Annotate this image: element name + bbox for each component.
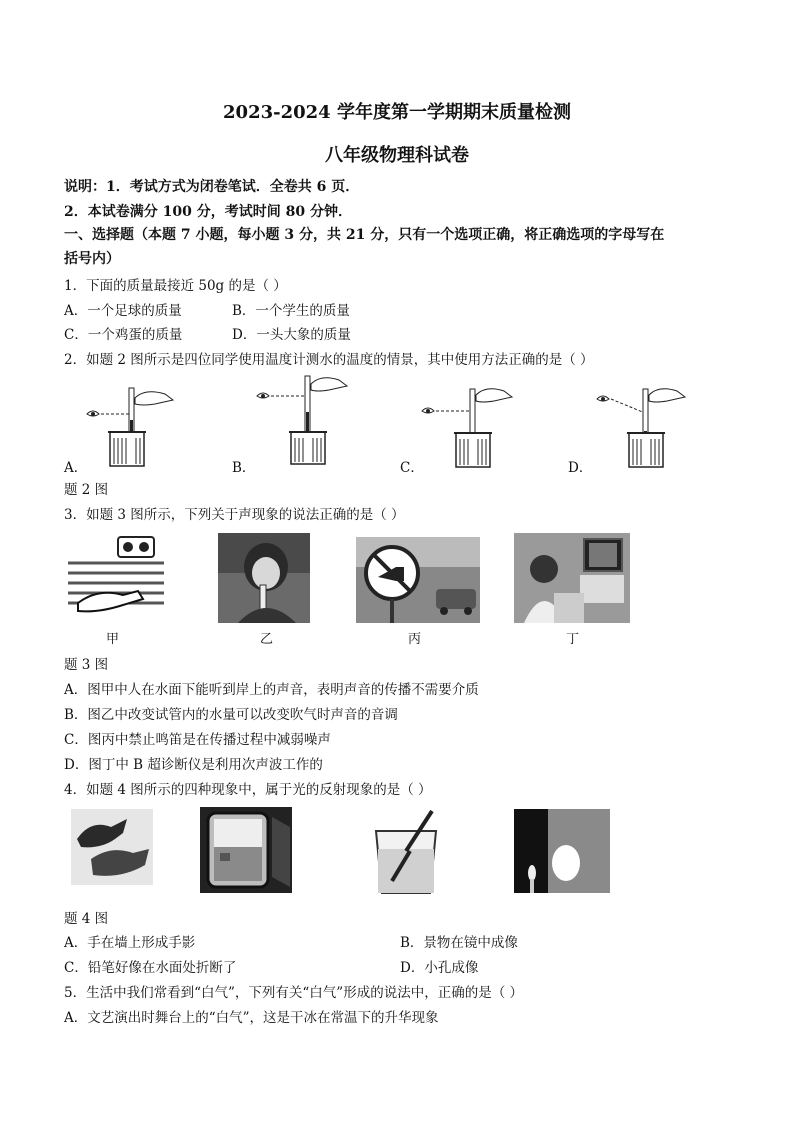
- thermometer-figure-d: [595, 385, 690, 470]
- q3-option-a: A．图甲中人在水面下能听到岸上的声音，表明声音的传播不需要介质: [64, 682, 479, 698]
- q2-stem: 2．如题 2 图所示是四位同学使用温度计测水的温度的情景，其中使用方法正确的是（ ）: [64, 352, 594, 368]
- q4-option-c: C．铅笔好像在水面处折断了: [64, 960, 237, 976]
- q3-option-b: B．图乙中改变试管内的水量可以改变吹气时声音的音调: [64, 707, 398, 723]
- exam-subtitle: 八年级物理科试卷: [325, 145, 469, 166]
- note-line-1: 说明：1．考试方式为闭卷笔试．全卷共 6 页．: [64, 179, 360, 195]
- q3-label-jia: 甲: [106, 632, 120, 647]
- section-heading-line-1: 一、选择题（本题 7 小题，每小题 3 分，共 21 分，只有一个选项正确，将正确选项的字母写在: [64, 227, 665, 243]
- q3-image-jia: [68, 533, 164, 625]
- exam-title: 2023-2024 学年度第一学期期末质量检测: [223, 102, 571, 123]
- q3-image-bing: [356, 537, 480, 623]
- q4-image-hand-shadow: [71, 809, 153, 885]
- thermometer-figure-c: [420, 385, 515, 470]
- q4-option-b: B．景物在镜中成像: [400, 935, 518, 951]
- q2-label-a: A．: [64, 460, 88, 476]
- q4-image-pinhole: [514, 809, 610, 893]
- thermometer-figure-b: [255, 372, 350, 467]
- q1-option-a: A．一个足球的质量: [64, 303, 182, 319]
- q4-option-d: D．小孔成像: [400, 960, 479, 976]
- q3-label-bing: 丙: [408, 632, 422, 647]
- section-heading-line-2: 括号内）: [64, 251, 120, 267]
- q1-option-b: B．一个学生的质量: [232, 303, 350, 319]
- q3-figure-caption: 题 3 图: [64, 657, 109, 673]
- thermometer-figure-a: [85, 380, 180, 470]
- q3-label-ding: 丁: [566, 632, 580, 647]
- q4-figure-caption: 题 4 图: [64, 911, 109, 927]
- q4-stem: 4．如题 4 图所示的四种现象中，属于光的反射现象的是（ ）: [64, 782, 432, 798]
- q1-option-d: D．一头大象的质量: [232, 327, 351, 343]
- q3-image-yi: [218, 533, 310, 623]
- note-line-2: 2．本试卷满分 100 分，考试时间 80 分钟．: [64, 204, 352, 220]
- q2-label-b: B．: [232, 460, 256, 476]
- q4-image-pencil-in-water: [370, 809, 442, 895]
- q3-option-d: D．图丁中 B 超诊断仪是利用次声波工作的: [64, 757, 323, 773]
- q5-stem: 5．生活中我们常看到“白气”，下列有关“白气”形成的说法中，正确的是（ ）: [64, 985, 523, 1001]
- q3-label-yi: 乙: [260, 632, 274, 647]
- q3-option-c: C．图丙中禁止鸣笛是在传播过程中减弱噪声: [64, 732, 331, 748]
- q4-option-a: A．手在墙上形成手影: [64, 935, 196, 951]
- q2-label-d: D．: [568, 460, 593, 476]
- q5-option-a: A．文艺演出时舞台上的“白气”，这是干冰在常温下的升华现象: [64, 1010, 439, 1026]
- q3-stem: 3．如题 3 图所示，下列关于声现象的说法正确的是（ ）: [64, 507, 405, 523]
- q4-image-mirror: [200, 807, 292, 893]
- q2-label-c: C．: [400, 460, 424, 476]
- q3-image-ding: [514, 533, 630, 623]
- q2-figure-caption: 题 2 图: [64, 482, 109, 498]
- q1-option-c: C．一个鸡蛋的质量: [64, 327, 183, 343]
- q1-stem: 1．下面的质量最接近 50g 的是（ ）: [64, 278, 287, 294]
